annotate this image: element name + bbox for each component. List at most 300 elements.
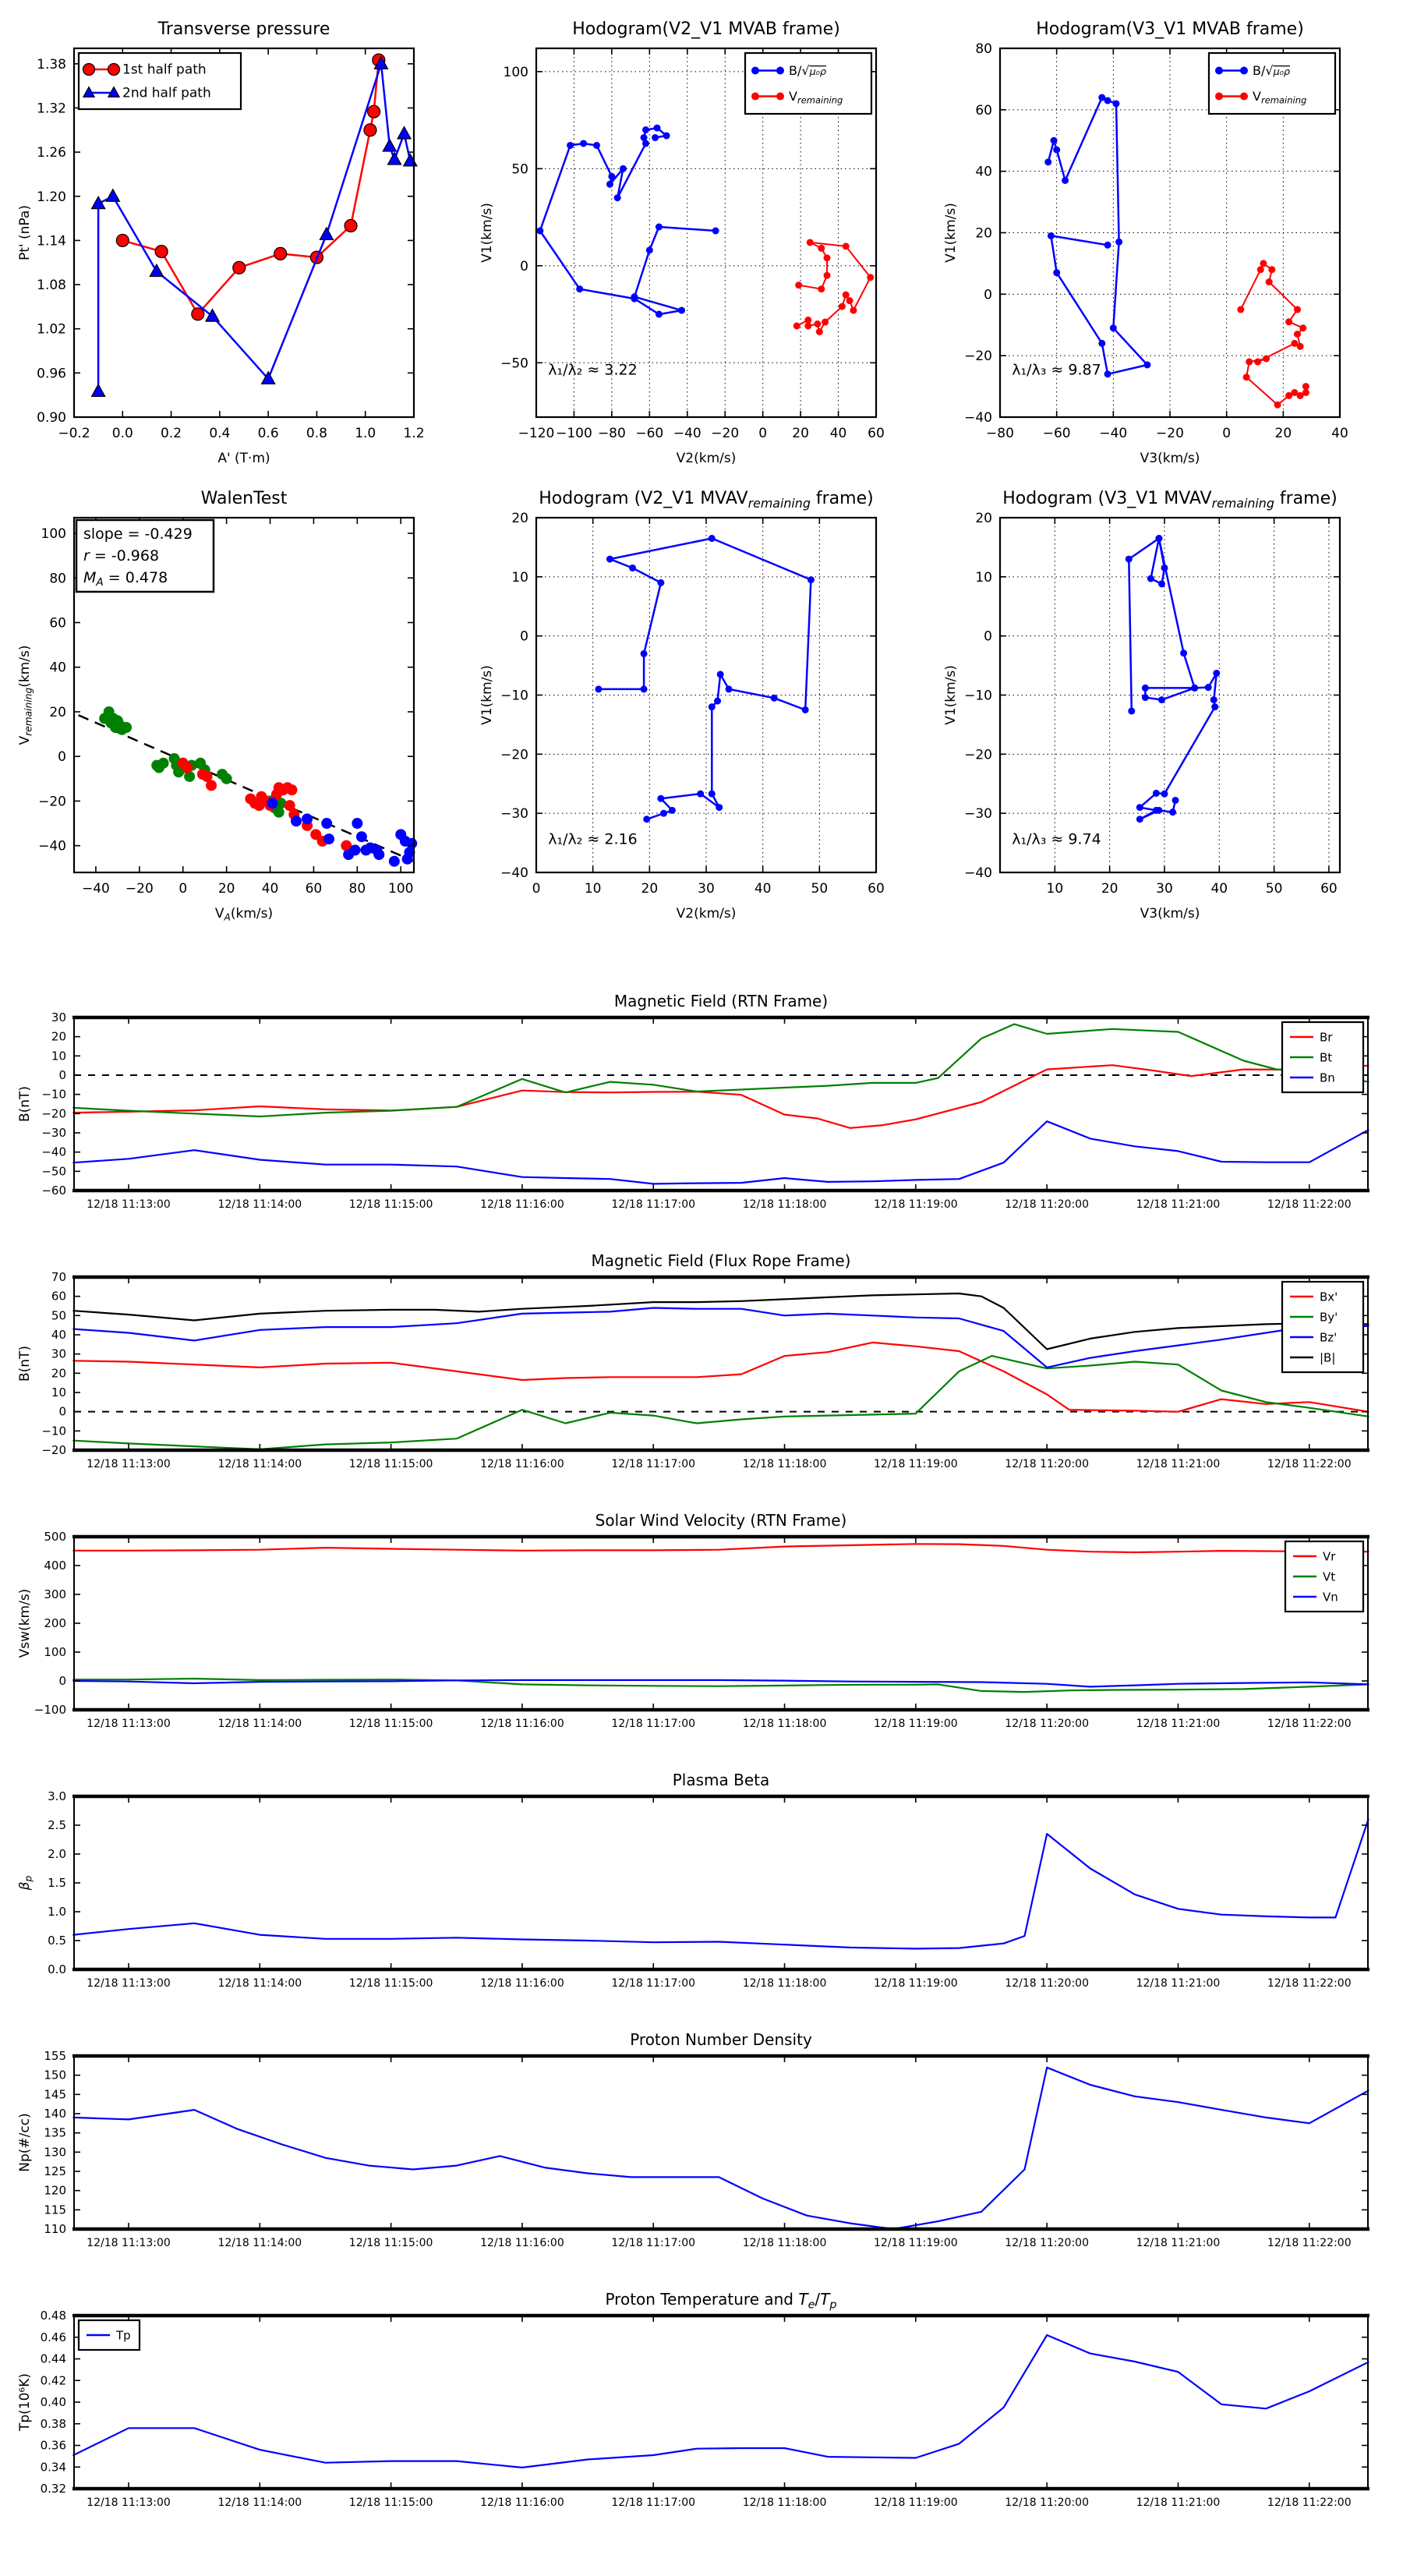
y-tick-label: 2.0	[48, 1847, 66, 1861]
series-Bz-prime	[73, 1308, 1368, 1368]
series-V-remaining-hodogram	[595, 535, 815, 823]
x-tick-label: 12/18 11:21:00	[1136, 1718, 1221, 1730]
x-tick-label: 12/18 11:18:00	[742, 1198, 827, 1211]
y-axis-label: Np(#/cc)	[17, 2113, 33, 2172]
legend-label: Vr	[1323, 1549, 1336, 1564]
x-tick-label: 40	[261, 881, 279, 897]
x-tick-label: 0	[1222, 426, 1232, 441]
y-tick-label: 10	[51, 1049, 66, 1063]
legend-label: Br	[1320, 1030, 1333, 1045]
x-tick-label: 12/18 11:19:00	[874, 1977, 958, 1990]
stats-line: $M_A = 0.478$	[83, 569, 168, 589]
x-tick-label: −80	[986, 426, 1014, 441]
x-tick-label: 12/18 11:17:00	[611, 2237, 696, 2249]
y-tick-label: 0	[520, 628, 528, 645]
x-tick-label: 12/18 11:15:00	[348, 2237, 433, 2249]
x-tick-label: 12/18 11:16:00	[480, 1198, 564, 1211]
y-tick-label: 30	[51, 1010, 66, 1024]
legend-label: B/√μ₀ρ	[1253, 63, 1290, 78]
x-tick-label: −120	[518, 426, 555, 441]
x-tick-label: −20	[711, 426, 740, 441]
y-tick-label: 0.46	[40, 2330, 66, 2344]
series-Bn	[73, 1121, 1368, 1184]
legend-label: |B|	[1320, 1350, 1336, 1365]
y-tick-label: 0.32	[40, 2482, 66, 2496]
annotation: λ₁/λ₃ ≈ 9.74	[1012, 830, 1101, 848]
legend	[79, 53, 241, 109]
y-tick-label: −20	[38, 794, 66, 810]
x-tick-label: −20	[125, 881, 154, 897]
panel-hodogram-v3v1-mvav	[943, 489, 1340, 922]
y-tick-label: 0.0	[48, 1962, 66, 1976]
x-tick-label: 12/18 11:14:00	[217, 2237, 302, 2249]
x-tick-label: −40	[673, 426, 702, 441]
x-axis-label: V2(km/s)	[676, 451, 737, 466]
y-tick-label: 0.40	[40, 2395, 66, 2409]
y-tick-label: −30	[500, 806, 528, 823]
x-tick-label: 12/18 11:17:00	[611, 1718, 696, 1730]
y-tick-label: −40	[41, 1145, 66, 1159]
y-tick-label: 110	[44, 2222, 66, 2236]
x-tick-label: 12/18 11:14:00	[217, 1977, 302, 1990]
panel-title: Solar Wind Velocity (RTN Frame)	[595, 1511, 847, 1530]
x-tick-label: 12/18 11:16:00	[480, 2237, 564, 2249]
y-tick-label: 20	[975, 511, 992, 526]
x-axis-label: V3(km/s)	[1140, 451, 1200, 466]
x-tick-label: 12/18 11:16:00	[480, 2496, 564, 2509]
x-tick-label: 12/18 11:17:00	[611, 1977, 696, 1990]
x-tick-label: 0.2	[161, 426, 182, 441]
y-tick-label: 20	[51, 1029, 66, 1044]
panel-title: Hodogram (V2_V1 $MVAV_{remaining}$ frame)	[539, 489, 874, 511]
y-tick-label: 300	[44, 1587, 66, 1601]
y-tick-label: 0.36	[40, 2438, 66, 2453]
panel-walen-test	[17, 489, 417, 923]
x-tick-label: 12/18 11:19:00	[874, 1718, 958, 1730]
x-tick-label: 12/18 11:21:00	[1136, 2237, 1221, 2249]
x-tick-label: 12/18 11:19:00	[874, 2237, 958, 2249]
grid	[1000, 518, 1340, 872]
y-tick-label: 500	[44, 1530, 66, 1544]
x-tick-label: 12/18 11:16:00	[480, 1718, 564, 1730]
legend	[1285, 1541, 1363, 1612]
x-tick-label: 12/18 11:22:00	[1267, 1977, 1352, 1990]
y-tick-label: −50	[41, 1164, 66, 1179]
y-tick-label: 120	[44, 2183, 66, 2198]
panel-proton-density	[17, 2030, 1369, 2249]
x-tick-label: 10	[584, 881, 602, 897]
y-tick-label: −40	[964, 865, 992, 881]
x-tick-label: 12/18 11:14:00	[217, 1718, 302, 1730]
legend-label: $V_{remaining}$	[1253, 89, 1307, 106]
x-tick-label: 40	[1210, 881, 1228, 897]
y-tick-label: −30	[964, 806, 992, 823]
y-tick-label: 1.5	[48, 1876, 66, 1890]
x-tick-label: 12/18 11:15:00	[348, 1458, 433, 1470]
y-tick-label: 60	[975, 102, 992, 119]
x-tick-label: 12/18 11:18:00	[742, 1977, 827, 1990]
y-tick-label: 115	[44, 2203, 66, 2217]
series-B-magnitude	[73, 1293, 1368, 1350]
ticks	[74, 1796, 1368, 1969]
x-tick-label: −60	[1042, 426, 1071, 441]
y-tick-label: 0	[984, 287, 992, 303]
x-tick-label: 0.0	[111, 426, 133, 441]
x-tick-label: 20	[1274, 426, 1292, 441]
y-tick-label: 0	[58, 1674, 66, 1688]
x-tick-label: 60	[1320, 881, 1338, 897]
legend-label: Bn	[1320, 1070, 1335, 1085]
y-tick-label: 0.90	[37, 410, 66, 426]
y-tick-label: 20	[49, 704, 66, 720]
x-tick-label: 12/18 11:13:00	[87, 1198, 171, 1211]
series-Bx-prime	[73, 1343, 1368, 1412]
y-tick-label: 60	[49, 615, 66, 632]
y-tick-label: −20	[964, 349, 992, 365]
y-axis-label: B(nT)	[17, 1085, 33, 1123]
x-tick-label: 12/18 11:13:00	[87, 1977, 171, 1990]
y-tick-label: 1.26	[37, 145, 66, 161]
legend	[1282, 1022, 1363, 1092]
x-tick-label: 12/18 11:15:00	[348, 1718, 433, 1730]
y-tick-label: 0	[58, 1068, 66, 1082]
y-tick-label: 1.08	[37, 278, 66, 294]
x-tick-label: 12/18 11:18:00	[742, 1718, 827, 1730]
y-tick-label: 0	[520, 258, 528, 274]
y-tick-label: 135	[44, 2125, 66, 2140]
y-tick-label: −40	[500, 865, 528, 881]
x-axis-label: $V_A(km/s)$	[214, 906, 274, 923]
x-tick-label: 12/18 11:13:00	[87, 2237, 171, 2249]
series-V-remaining	[793, 239, 874, 335]
panel-vsw-rtn	[17, 1511, 1369, 1730]
y-tick-label: 40	[975, 164, 992, 180]
y-tick-label: 40	[49, 660, 66, 676]
panel-title: Hodogram(V2_V1 MVAB frame)	[572, 19, 840, 39]
y-tick-label: 0.38	[40, 2416, 66, 2431]
y-tick-label: 80	[975, 41, 992, 57]
ticks	[74, 1017, 1368, 1191]
y-axis-label: V1(km/s)	[943, 665, 959, 725]
x-tick-label: 12/18 11:19:00	[874, 1198, 958, 1211]
annotation: λ₁/λ₂ ≈ 3.22	[548, 361, 638, 379]
x-tick-label: 20	[792, 426, 809, 441]
y-tick-label: 1.02	[37, 321, 66, 338]
x-tick-label: 12/18 11:20:00	[1005, 1458, 1089, 1470]
y-tick-label: 20	[511, 511, 528, 526]
x-tick-label: 12/18 11:15:00	[348, 1977, 433, 1990]
x-tick-label: 12/18 11:20:00	[1005, 2496, 1089, 2509]
y-tick-label: 60	[51, 1289, 66, 1304]
y-tick-label: 50	[51, 1308, 66, 1323]
stats-line: slope = -0.429	[83, 525, 193, 543]
panel-title: Proton Number Density	[630, 2030, 812, 2049]
x-tick-label: 10	[1046, 881, 1064, 897]
y-tick-label: 2.5	[48, 1818, 66, 1832]
x-tick-label: 12/18 11:19:00	[874, 2496, 958, 2509]
y-tick-label: 20	[975, 225, 992, 242]
series-Tp	[73, 2335, 1368, 2468]
y-tick-label: −30	[41, 1126, 66, 1140]
ticks	[536, 518, 876, 872]
x-tick-label: 12/18 11:14:00	[217, 2496, 302, 2509]
y-tick-label: 140	[44, 2107, 66, 2121]
x-axis-label: A' (T·m)	[217, 451, 270, 466]
legend-label: Bx'	[1320, 1290, 1338, 1304]
legend-label: Bt	[1320, 1050, 1333, 1065]
x-tick-label: 12/18 11:16:00	[480, 1458, 564, 1470]
series-Vr	[73, 1544, 1368, 1552]
x-tick-label: 40	[754, 881, 772, 897]
x-tick-label: 12/18 11:22:00	[1267, 2237, 1352, 2249]
x-tick-label: 40	[829, 426, 847, 441]
y-tick-label: 0	[58, 1404, 66, 1419]
y-tick-label: 50	[511, 161, 528, 178]
y-axis-label: $V_{remaining}(km/s)$	[17, 645, 34, 745]
y-tick-label: 100	[503, 64, 528, 80]
panel-hodogram-v2v1-mvab	[479, 19, 885, 466]
axes-frame	[72, 2056, 1369, 2229]
x-tick-label: 30	[1156, 881, 1173, 897]
y-tick-label: −20	[41, 1106, 66, 1121]
y-tick-label: −60	[41, 1184, 66, 1198]
y-tick-label: 125	[44, 2164, 66, 2178]
y-tick-label: 100	[41, 526, 66, 543]
y-axis-label: Vsw(km/s)	[17, 1588, 33, 1658]
y-axis-label: $\beta_p$	[17, 1875, 34, 1891]
annotation: λ₁/λ₂ ≈ 2.16	[548, 830, 638, 848]
x-tick-label: 12/18 11:17:00	[611, 1198, 696, 1211]
y-tick-label: 145	[44, 2087, 66, 2102]
x-tick-label: 40	[1331, 426, 1348, 441]
ticks	[74, 2056, 1368, 2229]
x-tick-label: 60	[868, 881, 885, 897]
y-axis-label: V1(km/s)	[943, 203, 959, 263]
x-tick-label: 0.6	[257, 426, 279, 441]
stats-box	[76, 520, 214, 592]
x-tick-label: 80	[348, 881, 366, 897]
y-tick-label: −40	[964, 410, 992, 426]
x-tick-label: 100	[388, 881, 414, 897]
x-tick-label: 12/18 11:20:00	[1005, 1718, 1089, 1730]
series-By-prime	[73, 1356, 1368, 1449]
y-tick-label: 400	[44, 1559, 66, 1573]
y-tick-label: −20	[964, 747, 992, 763]
y-tick-label: 20	[51, 1366, 66, 1381]
y-tick-label: −10	[41, 1424, 66, 1438]
panel-title: Plasma Beta	[672, 1771, 770, 1789]
legend	[79, 2320, 140, 2350]
series-V-remaining-hodogram	[1126, 535, 1221, 823]
y-tick-label: −10	[964, 688, 992, 704]
y-tick-label: −20	[41, 1443, 66, 1457]
y-tick-label: 150	[44, 2068, 66, 2082]
x-tick-label: 1.0	[355, 426, 376, 441]
y-tick-label: −10	[500, 688, 528, 704]
ticks	[74, 2316, 1368, 2489]
y-tick-label: 0.48	[40, 2309, 66, 2323]
x-tick-label: 0	[532, 881, 541, 897]
x-tick-label: −40	[82, 881, 110, 897]
x-axis-label: V2(km/s)	[676, 906, 737, 922]
y-tick-label: 0	[58, 749, 66, 766]
panel-plasma-beta	[17, 1771, 1369, 1990]
y-tick-label: 0.42	[40, 2373, 66, 2388]
y-tick-label: −40	[38, 838, 66, 855]
axes-frame	[72, 2316, 1369, 2489]
x-tick-label: 0	[178, 881, 188, 897]
x-tick-label: 1.2	[403, 426, 425, 441]
y-tick-label: 1.0	[48, 1905, 66, 1919]
y-tick-label: 10	[975, 569, 992, 586]
y-tick-label: 130	[44, 2145, 66, 2160]
legend-label: 1st half path	[122, 62, 207, 78]
x-tick-label: −100	[556, 426, 592, 441]
x-tick-label: −0.2	[58, 426, 90, 441]
axes-frame	[536, 518, 876, 872]
panel-title: WalenTest	[200, 489, 288, 508]
x-tick-label: 30	[698, 881, 715, 897]
x-tick-label: 0.8	[306, 426, 327, 441]
series-V-remaining	[1237, 260, 1309, 408]
series-B-alfven	[536, 125, 719, 318]
y-axis-label: V1(km/s)	[479, 665, 495, 725]
x-tick-label: 12/18 11:21:00	[1136, 2496, 1221, 2509]
y-tick-label: −50	[500, 356, 528, 372]
y-tick-label: 1.32	[37, 101, 66, 117]
y-tick-label: 1.38	[37, 56, 66, 73]
panel-title: Magnetic Field (RTN Frame)	[613, 992, 829, 1010]
y-tick-label: 30	[51, 1346, 66, 1361]
x-tick-label: 12/18 11:16:00	[480, 1977, 564, 1990]
x-tick-label: 0.4	[209, 426, 231, 441]
x-tick-label: 12/18 11:18:00	[742, 2237, 827, 2249]
panel-b-flux-rope	[17, 1251, 1369, 1470]
grid	[536, 518, 876, 872]
x-tick-label: 12/18 11:13:00	[87, 1458, 171, 1470]
legend-label: $V_{remaining}$	[789, 89, 843, 106]
x-tick-label: −60	[635, 426, 664, 441]
x-tick-label: 12/18 11:13:00	[87, 1718, 171, 1730]
axes-frame	[72, 1017, 1369, 1191]
legend-label: B/√μ₀ρ	[789, 63, 826, 78]
x-tick-label: 12/18 11:20:00	[1005, 2237, 1089, 2249]
annotation: λ₁/λ₃ ≈ 9.87	[1012, 361, 1101, 379]
x-tick-label: 0	[758, 426, 768, 441]
legend-label: 2nd half path	[122, 85, 211, 101]
y-axis-label: V1(km/s)	[479, 203, 495, 263]
x-tick-label: 12/18 11:13:00	[87, 2496, 171, 2509]
y-tick-label: 1.14	[37, 233, 66, 249]
y-tick-label: −20	[500, 747, 528, 763]
x-tick-label: 12/18 11:22:00	[1267, 2496, 1352, 2509]
panel-title: Magnetic Field (Flux Rope Frame)	[591, 1251, 851, 1270]
x-tick-label: 12/18 11:15:00	[348, 2496, 433, 2509]
x-tick-label: 12/18 11:20:00	[1005, 1977, 1089, 1990]
panel-hodogram-v2v1-mvav	[479, 489, 885, 922]
x-tick-label: 12/18 11:14:00	[217, 1458, 302, 1470]
x-tick-label: 12/18 11:17:00	[611, 1458, 696, 1470]
x-tick-label: 50	[811, 881, 829, 897]
y-tick-label: 0	[984, 628, 992, 645]
panel-b-rtn	[17, 992, 1369, 1211]
x-tick-label: 50	[1265, 881, 1283, 897]
x-tick-label: 12/18 11:21:00	[1136, 1977, 1221, 1990]
y-tick-label: −100	[34, 1703, 66, 1717]
y-tick-label: 70	[51, 1270, 66, 1284]
panel-title: Proton Temperature and $T_e/T_p$	[605, 2290, 837, 2312]
x-tick-label: −20	[1156, 426, 1184, 441]
panel-title: Transverse pressure	[157, 19, 330, 39]
y-tick-label: 0.5	[48, 1934, 66, 1948]
axes-frame	[72, 1796, 1369, 1969]
y-tick-label: 10	[51, 1385, 66, 1399]
series-Bt	[73, 1024, 1368, 1116]
y-tick-label: 0.34	[40, 2460, 66, 2475]
panel-title: Hodogram(V3_V1 MVAB frame)	[1036, 19, 1304, 39]
x-tick-label: 12/18 11:21:00	[1136, 1198, 1221, 1211]
x-tick-label: 12/18 11:19:00	[874, 1458, 958, 1470]
stats-line: r = -0.968	[83, 547, 160, 564]
panel-proton-temperature	[17, 2290, 1369, 2509]
legend	[745, 53, 871, 114]
legend-label: Bz'	[1320, 1330, 1338, 1345]
legend-label: Vt	[1323, 1569, 1336, 1584]
x-tick-label: 20	[641, 881, 659, 897]
y-tick-label: 0.96	[37, 366, 66, 382]
x-tick-label: 12/18 11:20:00	[1005, 1198, 1089, 1211]
legend	[1282, 1282, 1363, 1372]
legend	[1209, 53, 1335, 114]
y-tick-label: 3.0	[48, 1789, 66, 1803]
axes-frame	[1000, 518, 1340, 872]
x-tick-label: −40	[1099, 426, 1128, 441]
ticks	[1000, 518, 1340, 872]
y-axis-label: Tp(10⁶K)	[17, 2373, 33, 2432]
x-tick-label: 12/18 11:14:00	[217, 1198, 302, 1211]
y-tick-label: 80	[49, 571, 66, 587]
x-tick-label: 12/18 11:15:00	[348, 1198, 433, 1211]
x-tick-label: 20	[217, 881, 235, 897]
x-tick-label: 60	[305, 881, 323, 897]
y-tick-label: 100	[44, 1645, 66, 1659]
series-B-alfven	[1044, 94, 1150, 378]
y-tick-label: 10	[511, 569, 528, 586]
x-tick-label: 12/18 11:22:00	[1267, 1718, 1352, 1730]
series-beta-p	[73, 1820, 1368, 1949]
x-tick-label: 60	[868, 426, 885, 441]
y-tick-label: 155	[44, 2049, 66, 2063]
x-tick-label: 12/18 11:21:00	[1136, 1458, 1221, 1470]
x-tick-label: 12/18 11:18:00	[742, 2496, 827, 2509]
x-tick-label: 12/18 11:22:00	[1267, 1458, 1352, 1470]
x-tick-label: 12/18 11:18:00	[742, 1458, 827, 1470]
y-tick-label: 1.20	[37, 189, 66, 205]
x-axis-label: V3(km/s)	[1140, 906, 1200, 922]
x-tick-label: −80	[597, 426, 626, 441]
y-tick-label: 200	[44, 1616, 66, 1630]
series-Np	[73, 2068, 1368, 2229]
x-tick-label: 20	[1101, 881, 1119, 897]
x-tick-label: 12/18 11:22:00	[1267, 1198, 1352, 1211]
y-axis-label: Pt' (nPa)	[17, 205, 33, 260]
y-tick-label: −10	[41, 1087, 66, 1102]
y-tick-label: 40	[51, 1328, 66, 1342]
y-tick-label: 0.44	[40, 2351, 66, 2366]
x-tick-label: 12/18 11:17:00	[611, 2496, 696, 2509]
y-axis-label: B(nT)	[17, 1345, 33, 1382]
panel-transverse-pressure	[17, 19, 425, 466]
